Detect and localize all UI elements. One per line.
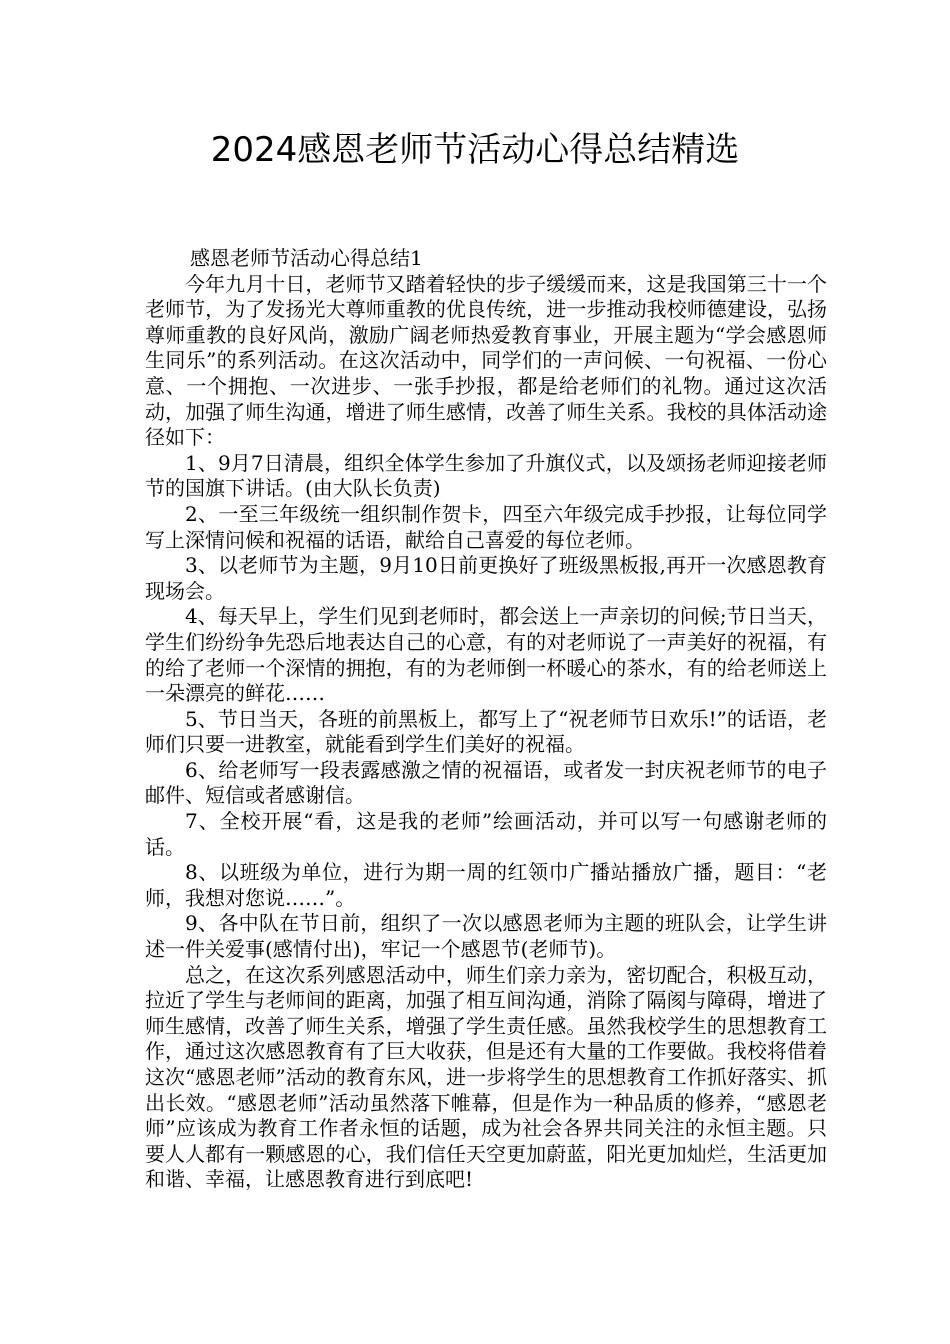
paragraph-item-2: 2、一至三年级统一组织制作贺卡，四至六年级完成手抄报，让每位同学写上深情问候和祝福的话语，献给自己喜爱的每位老师。 — [145, 501, 827, 552]
paragraph-item-3: 3、以老师节为主题，9月10日前更换好了班级黑板报,再开一次感恩教育现场会。 — [145, 553, 827, 603]
paragraph-item-5: 5、节日当天，各班的前黑板上，都写上了“祝老师节日欢乐!”的话语，老师们只要一进教室，就能看到学生们美好的祝福。 — [145, 706, 827, 757]
paragraph-intro: 今年九月十日，老师节又踏着轻快的步子缓缓而来，这是我国第三十一个老师节，为了发扬光大尊师重教的优良传统，进一步推动我校师德建设，弘扬尊师重教的良好风尚，激励广阔老师热爱教育事业，开展主题为“学会感恩师生同乐”的系列活动。在这次活动中，同学们的一声问候、一句祝福、一份心意、一个拥抱、一次进步、一张手抄报，都是给老师们的礼物。通过这次活动，加强了师生沟通，增进了师生感情，改善了师生关系。我校的具体活动途径如下： — [145, 271, 827, 450]
document-title: 2024感恩老师节活动心得总结精选 — [210, 130, 740, 170]
paragraph-item-9: 9、各中队在节日前，组织了一次以感恩老师为主题的班队会，让学生讲述一件关爱事(感情付出)，牢记一个感恩节(老师节)。 — [145, 911, 827, 962]
document-body — [145, 246, 827, 1193]
paragraph-item-1: 1、9月7日清晨，组织全体学生参加了升旗仪式，以及颂扬老师迎接老师节的国旗下讲话。(由大队长负责) — [145, 450, 827, 501]
paragraph-item-8: 8、以班级为单位，进行为期一周的红领巾广播站播放广播，题目：“老师，我想对您说……”。 — [145, 860, 827, 910]
paragraph-conclusion: 总之，在这次系列感恩活动中，师生们亲力亲为，密切配合，积极互动，拉近了学生与老师间的距离，加强了相互间沟通，消除了隔阂与障碍，增进了师生感情，改善了师生关系，增强了学生责任感。虽然我校学生的思想教育工作，通过这次感恩教育有了巨大收获，但是还有大量的工作要做。我校将借着这次“感恩老师”活动的教育东风，进一步将学生的思想教育工作抓好落实、抓出长效。“感恩老师”活动虽然落下帷幕，但是作为一种品质的修养，“感恩老师”应该成为教育工作者永恒的话题，成为社会各界共同关注的永恒主题。只要人人都有一颗感恩的心，我们信任天空更加蔚蓝，阳光更加灿烂，生活更加和谐、幸福，让感恩教育进行到底吧! — [145, 962, 827, 1192]
paragraph-item-4: 4、每天早上，学生们见到老师时，都会送上一声亲切的问候;节日当天，学生们纷纷争先恐后地表达自己的心意，有的对老师说了一声美好的祝福，有的给了老师一个深情的拥抱，有的为老师倒一杯暖心的茶水，有的给老师送上一朵漂亮的鲜花…… — [145, 604, 827, 706]
section-heading: 感恩老师节活动心得总结1 — [190, 246, 423, 270]
paragraph-item-7: 7、全校开展“看，这是我的老师”绘画活动，并可以写一句感谢老师的话。 — [145, 809, 827, 859]
paragraph-item-6: 6、给老师写一段表露感激之情的祝福语，或者发一封庆祝老师节的电子邮件、短信或者感谢信。 — [145, 757, 827, 808]
